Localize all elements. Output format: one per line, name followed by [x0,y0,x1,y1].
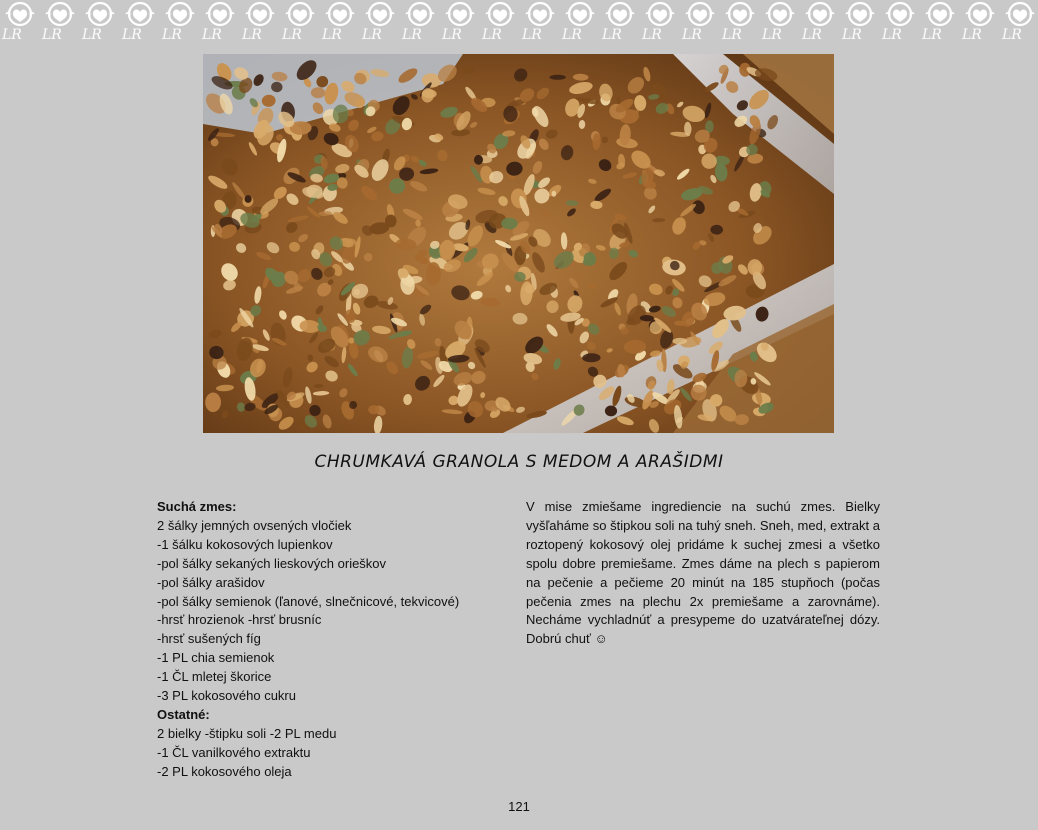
lr-logo-icon: LR [760,0,800,48]
page-number: 121 [508,799,530,814]
instructions-text: V mise zmiešame ingrediencie na suchú zmes. Bielky vyšľaháme so štipkou soli na tuhý sneh. Sneh, med, extrakt a roztopený kokosový olej pridáme k suchej zmesi a všetko spolu dobre premiešame. Zmes dáme na plech s papierom na pečenie a pečieme 20 minút na 185 stupňoch (počas pečenia zmes na plechu 2x premiešame a zarovnáme). Necháme vychladnúť a presypeme do uzatvárateľnej dózy. Dobrú chuť ☺ [526,499,880,647]
ingredient-line: -1 ČL vanilkového extraktu [157,744,311,760]
ingredient-line: -hrsť sušených fíg [157,631,261,647]
recipe-title: CHRUMKAVÁ GRANOLA S MEDOM A ARAŠIDMI [314,452,724,472]
lr-logo-icon: LR [400,0,440,48]
ingredient-line: -pol šálky sekaných lieskových orieškov [157,555,387,571]
lr-logo-icon: LR [840,0,880,48]
ingredient-line: -pol šálky arašidov [157,574,265,590]
lr-logo-icon: LR [960,0,1000,48]
lr-logo-icon: LR [560,0,600,48]
lr-logo-icon: LR [120,0,160,48]
ingredient-line: -1 šálku kokosových lupienkov [157,536,333,552]
lr-logo-icon: LR [0,0,40,48]
lr-logo-icon: LR [1000,0,1038,48]
lr-logo-icon: LR [200,0,240,48]
lr-logo-icon: LR [640,0,680,48]
decorative-header-band [0,0,1038,48]
ingredient-line: 2 bielky -štipku soli -2 PL medu [157,725,337,741]
lr-logo-icon: LR [240,0,280,48]
ingredient-line: 2 šálky jemných ovsených vločiek [157,517,352,533]
lr-logo-icon: LR [40,0,80,48]
lr-logo-icon: LR [160,0,200,48]
ingredient-line: -1 ČL mletej škorice [157,669,272,685]
lr-logo-icon: LR [80,0,120,48]
lr-logo-icon: LR [520,0,560,48]
dry-mix-list [157,517,497,706]
ingredients-column [157,498,497,782]
other-ingredients-list [157,725,497,782]
ingredient-line: -1 PL chia semienok [157,650,275,666]
lr-logo-icon: LR [360,0,400,48]
ingredient-line: -2 PL kokosového oleja [157,763,292,779]
lr-logo-icon: LR [880,0,920,48]
lr-logo-icon: LR [600,0,640,48]
lr-logo-icon: LR [720,0,760,48]
lr-logo-icon: LR [280,0,320,48]
lr-logo-icon: LR [320,0,360,48]
lr-logo-icon: LR [480,0,520,48]
ingredient-line: -hrsť hrozienok -hrsť brusníc [157,612,322,628]
other-heading: Ostatné: [157,706,210,722]
granola-photo [203,54,834,433]
lr-logo-icon: LR [800,0,840,48]
dry-mix-heading: Suchá zmes: [157,499,237,514]
lr-logo-icon: LR [440,0,480,48]
lr-logo-icon: LR [920,0,960,48]
ingredient-line: -pol šálky semienok (ľanové, slnečnicové, tekvicové) [157,593,460,609]
lr-logo-icon: LR [680,0,720,48]
ingredient-line: -3 PL kokosového cukru [157,688,296,704]
